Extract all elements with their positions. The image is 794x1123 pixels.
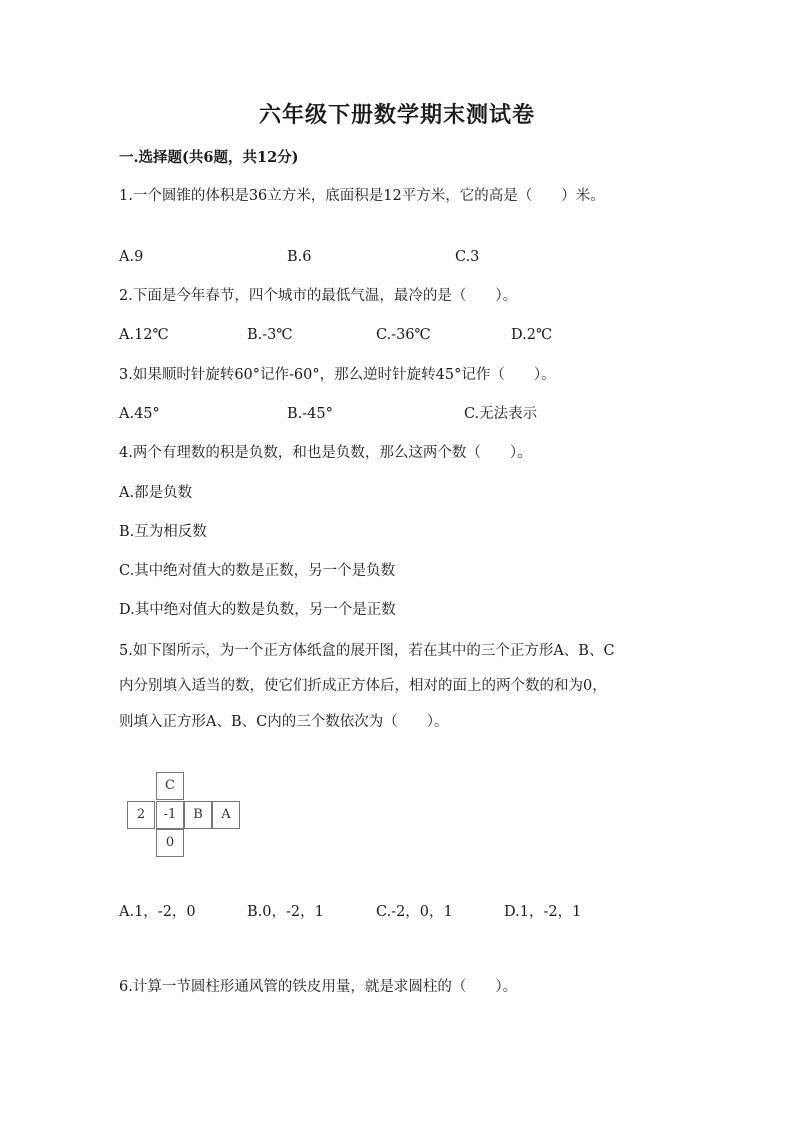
q1-option-c: C.3 [455,249,480,265]
q5-option-d: D.1，-2，1 [504,904,582,920]
question-4: 4.两个有理数的积是负数，和也是负数，那么这两个数（ ）。 [119,445,532,461]
question-6: 6.计算一节圆柱形通风管的铁皮用量，就是求圆柱的（ ）。 [119,979,518,995]
q4-option-a: A.都是负数 [119,485,193,501]
q2-option-c: C.-36℃ [376,327,431,343]
q4-option-c: C.其中绝对值大的数是正数，另一个是负数 [119,563,396,579]
net-cell-left: 2 [127,801,155,829]
q3-option-c: C.无法表示 [464,406,538,422]
q5-option-a: A.1，-2，0 [119,904,196,920]
q2-option-a: A.12℃ [119,327,169,343]
q1-option-b: B.6 [287,249,312,265]
question-5-line-1: 5.如下图所示，为一个正方体纸盒的展开图，若在其中的三个正方形A、B、C [119,643,615,659]
q4-option-d: D.其中绝对值大的数是负数，另一个是正数 [119,602,396,618]
question-2: 2.下面是今年春节，四个城市的最低气温，最冷的是（ ）。 [119,288,518,304]
net-cell-top: C [156,772,184,800]
q4-option-b: B.互为相反数 [119,524,207,540]
net-cell-b: B [184,801,212,829]
question-1: 1.一个圆锥的体积是36立方米，底面积是12平方米，它的高是（ ）米。 [119,188,605,204]
net-cell-center: -1 [156,801,184,829]
net-cell-a: A [212,801,240,829]
net-cell-bottom: 0 [156,829,184,857]
q3-option-a: A.45° [119,406,160,422]
q1-option-a: A.9 [119,249,144,265]
cube-net-diagram [127,772,241,858]
q3-option-b: B.-45° [287,406,333,422]
question-3: 3.如果顺时针旋转60°记作-60°，那么逆时针旋转45°记作（ ）。 [119,367,556,383]
page-title: 六年级下册数学期末测试卷 [258,102,535,128]
q2-option-b: B.-3℃ [247,327,293,343]
question-5-line-2: 内分别填入适当的数，使它们折成正方体后，相对的面上的两个数的和为0， [119,678,607,694]
section-heading: 一.选择题(共6题，共12分) [119,149,299,166]
q5-option-b: B.0，-2，1 [247,904,324,920]
q2-option-d: D.2℃ [511,327,553,343]
q5-option-c: C.-2，0，1 [376,904,453,920]
question-5-line-3: 则填入正方形A、B、C内的三个数依次为（ ）。 [119,714,449,730]
